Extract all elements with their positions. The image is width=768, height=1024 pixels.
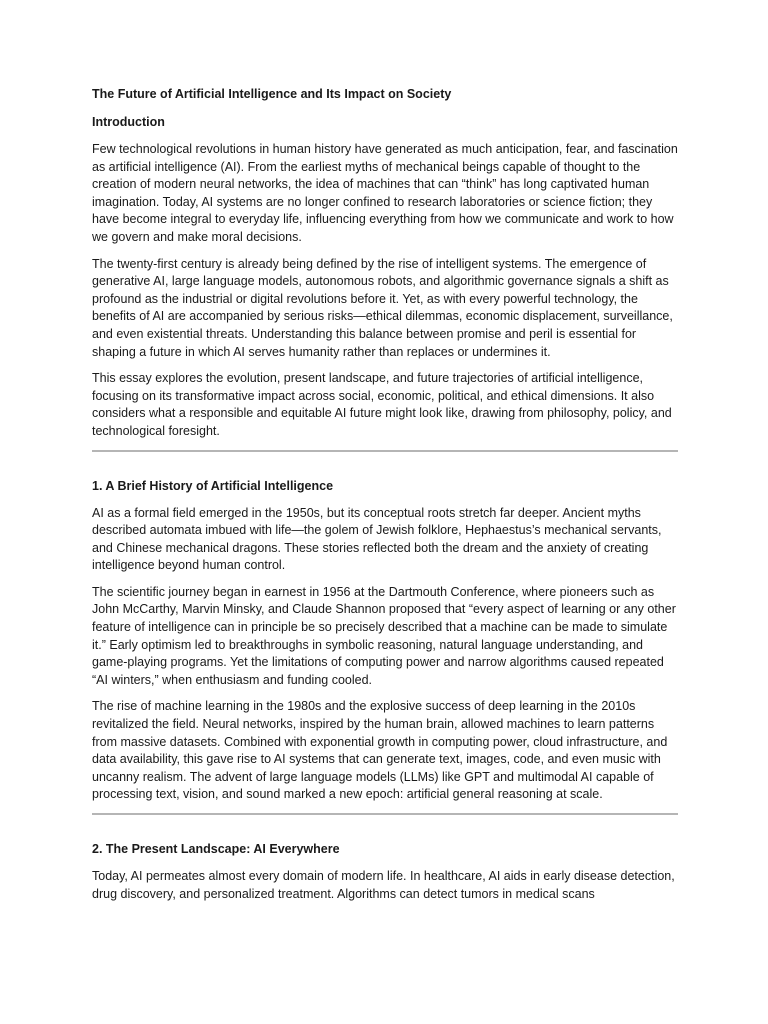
section-divider — [92, 450, 678, 452]
section-1-heading: 1. A Brief History of Artificial Intelligence — [92, 478, 334, 493]
intro-heading: Introduction — [92, 115, 165, 129]
intro-paragraph-1: Few technological revolutions in human history have generated as much anticipation, fear, and fascination as artificial intelligence (AI). From the earliest myths of mechanical beings capable of thought to the creation of modern neural networks, the idea of machines that can “think” has long captivated human imagination. Today, AI systems are no longer confined to research laboratories or science fiction; they have become integral to everyday life, influencing everything from how we communicate and work to how we govern and make moral decisions. — [92, 142, 678, 244]
document-page — [92, 86, 678, 912]
section-1-paragraph-1: AI as a formal field emerged in the 1950s, but its conceptual roots stretch far deeper. Ancient myths described automata imbued with life—the golem of Jewish folklore, Hephaestus’s mechanical servants, and Chinese mechanical dragons. These stories reflected both the dream and the anxiety of creating intelligence beyond human control. — [92, 505, 662, 573]
intro-paragraph-3: This essay explores the evolution, present landscape, and future trajectories of artificial intelligence, focusing on its transformative impact across social, economic, political, and ethical dimensions. It also considers what a responsible and equitable AI future might look like, drawing from philosophy, policy, and technological foresight. — [92, 371, 672, 438]
intro-paragraph-2: The twenty-first century is already being defined by the rise of intelligent systems. The emergence of generative AI, large language models, autonomous robots, and algorithmic governance signals a shift as profound as the industrial or digital revolutions before it. Yet, as with every powerful technology, the benefits of AI are accompanied by serious risks—ethical dilemmas, economic displacement, surveillance, and even existential threats. Understanding this balance between promise and peril is essential for shaping a future in which AI serves humanity rather than replaces or undermines it. — [92, 256, 673, 359]
section-2-heading: 2. The Present Landscape: AI Everywhere — [92, 842, 340, 856]
section-2-paragraph-1: Today, AI permeates almost every domain of modern life. In healthcare, AI aids in early disease detection, drug discovery, and personalized treatment. Algorithms can detect tumors in medical scans — [92, 869, 675, 901]
section-1-paragraph-3: The rise of machine learning in the 1980s and the explosive success of deep learning in the 2010s revitalized the field. Neural networks, inspired by the human brain, allowed machines to learn patterns from massive datasets. Combined with exponential growth in computing power, cloud infrastructure, and data availability, this gave rise to AI systems that can generate text, images, code, and even music with uncanny realism. The advent of large language models (LLMs) like GPT and multimodal AI capable of processing text, vision, and sound marked a new epoch: artificial general reasoning at scale. — [92, 699, 668, 802]
section-divider — [92, 813, 678, 815]
section-1-paragraph-2: The scientific journey began in earnest in 1956 at the Dartmouth Conference, where pioneers such as John McCarthy, Marvin Minsky, and Claude Shannon proposed that “every aspect of learning or any other feature of intelligence can in principle be so precisely described that a machine can be made to simulate it.” Early optimism led to breakthroughs in symbolic reasoning, natural language understanding, and game-playing programs. Yet the limitations of computing power and narrow algorithms caused repeated “AI winters,” when enthusiasm and funding cooled. — [92, 584, 676, 687]
document-title: The Future of Artificial Intelligence and Its Impact on Society — [92, 87, 452, 101]
